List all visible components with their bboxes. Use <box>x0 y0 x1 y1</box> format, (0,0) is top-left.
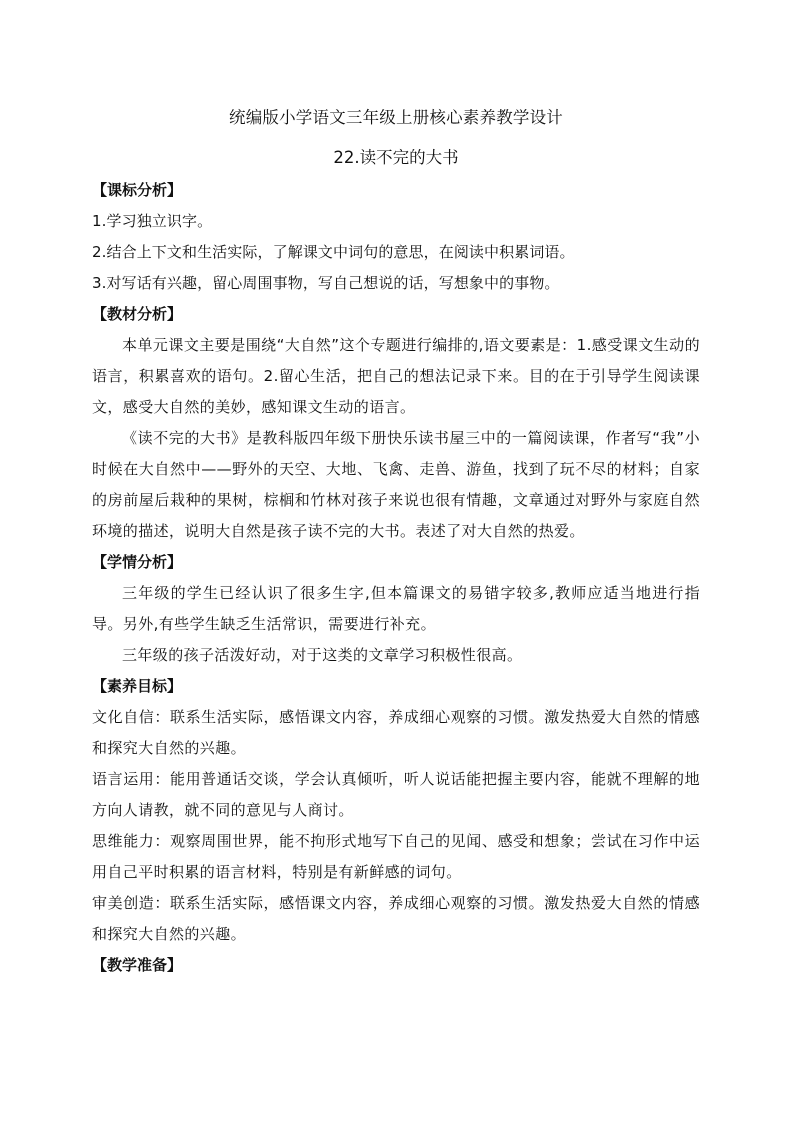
lesson-title: 22.读不完的大书 <box>333 148 459 167</box>
literacy-goal: 语言运用：能用普通话交谈，学会认真倾听，听人说话能把握主要内容，能就不理解的地方向人请教，就不同的意见与人商讨。 <box>92 770 700 819</box>
learners-paragraph: 三年级的孩子活泼好动，对于这类的文章学习积极性很高。 <box>122 646 523 664</box>
literacy-goal: 文化自信：联系生活实际，感悟课文内容，养成细心观察的习惯。激发热爱大自然的情感和探究大自然的兴趣。 <box>92 708 700 757</box>
section-heading-preparation: 【教学准备】 <box>92 956 183 974</box>
section-heading-learners: 【学情分析】 <box>92 553 183 571</box>
section-heading-literacy: 【素养目标】 <box>92 677 183 695</box>
document-body <box>92 104 700 981</box>
literacy-goal: 审美创造：联系生活实际，感悟课文内容，养成细心观察的习惯。激发热爱大自然的情感和探究大自然的兴趣。 <box>92 894 700 943</box>
section-heading-textbook: 【教材分析】 <box>92 305 183 323</box>
section-heading-curriculum: 【课标分析】 <box>92 181 183 199</box>
textbook-paragraph: 本单元课文主要是围绕“大自然”这个专题进行编排的,语文要素是：1.感受课文生动的语言，积累喜欢的语句。2.留心生活，把自己的想法记录下来。目的在于引导学生阅读课文，感受大自然的美妙，感知课文生动的语言。 <box>92 336 700 416</box>
literacy-goal: 思维能力：观察周围世界，能不拘形式地写下自己的见闻、感受和想象；尝试在习作中运用自己平时积累的语言材料，特别是有新鲜感的词句。 <box>92 832 700 881</box>
curriculum-item: 1.学习独立识字。 <box>92 212 213 230</box>
curriculum-item: 3.对写话有兴趣，留心周围事物，写自己想说的话，写想象中的事物。 <box>92 274 560 292</box>
learners-paragraph: 三年级的学生已经认识了很多生字,但本篇课文的易错字较多,教师应适当地进行指导。另外,有些学生缺乏生活常识，需要进行补充。 <box>92 584 700 633</box>
textbook-paragraph: 《读不完的大书》是教科版四年级下册快乐读书屋三中的一篇阅读课，作者写“我”小时候在大自然中——野外的天空、大地、飞禽、走兽、游鱼，找到了玩不尽的材料；自家的房前屋后栽种的果树，棕榈和竹林对孩子来说也很有情趣，文章通过对野外与家庭自然环境的描述，说明大自然是孩子读不完的大书。表述了对大自然的热爱。 <box>92 429 700 540</box>
document-title: 统编版小学语文三年级上册核心素养教学设计 <box>229 108 563 127</box>
curriculum-item: 2.结合上下文和生活实际，了解课文中词句的意思，在阅读中积累词语。 <box>92 243 575 261</box>
